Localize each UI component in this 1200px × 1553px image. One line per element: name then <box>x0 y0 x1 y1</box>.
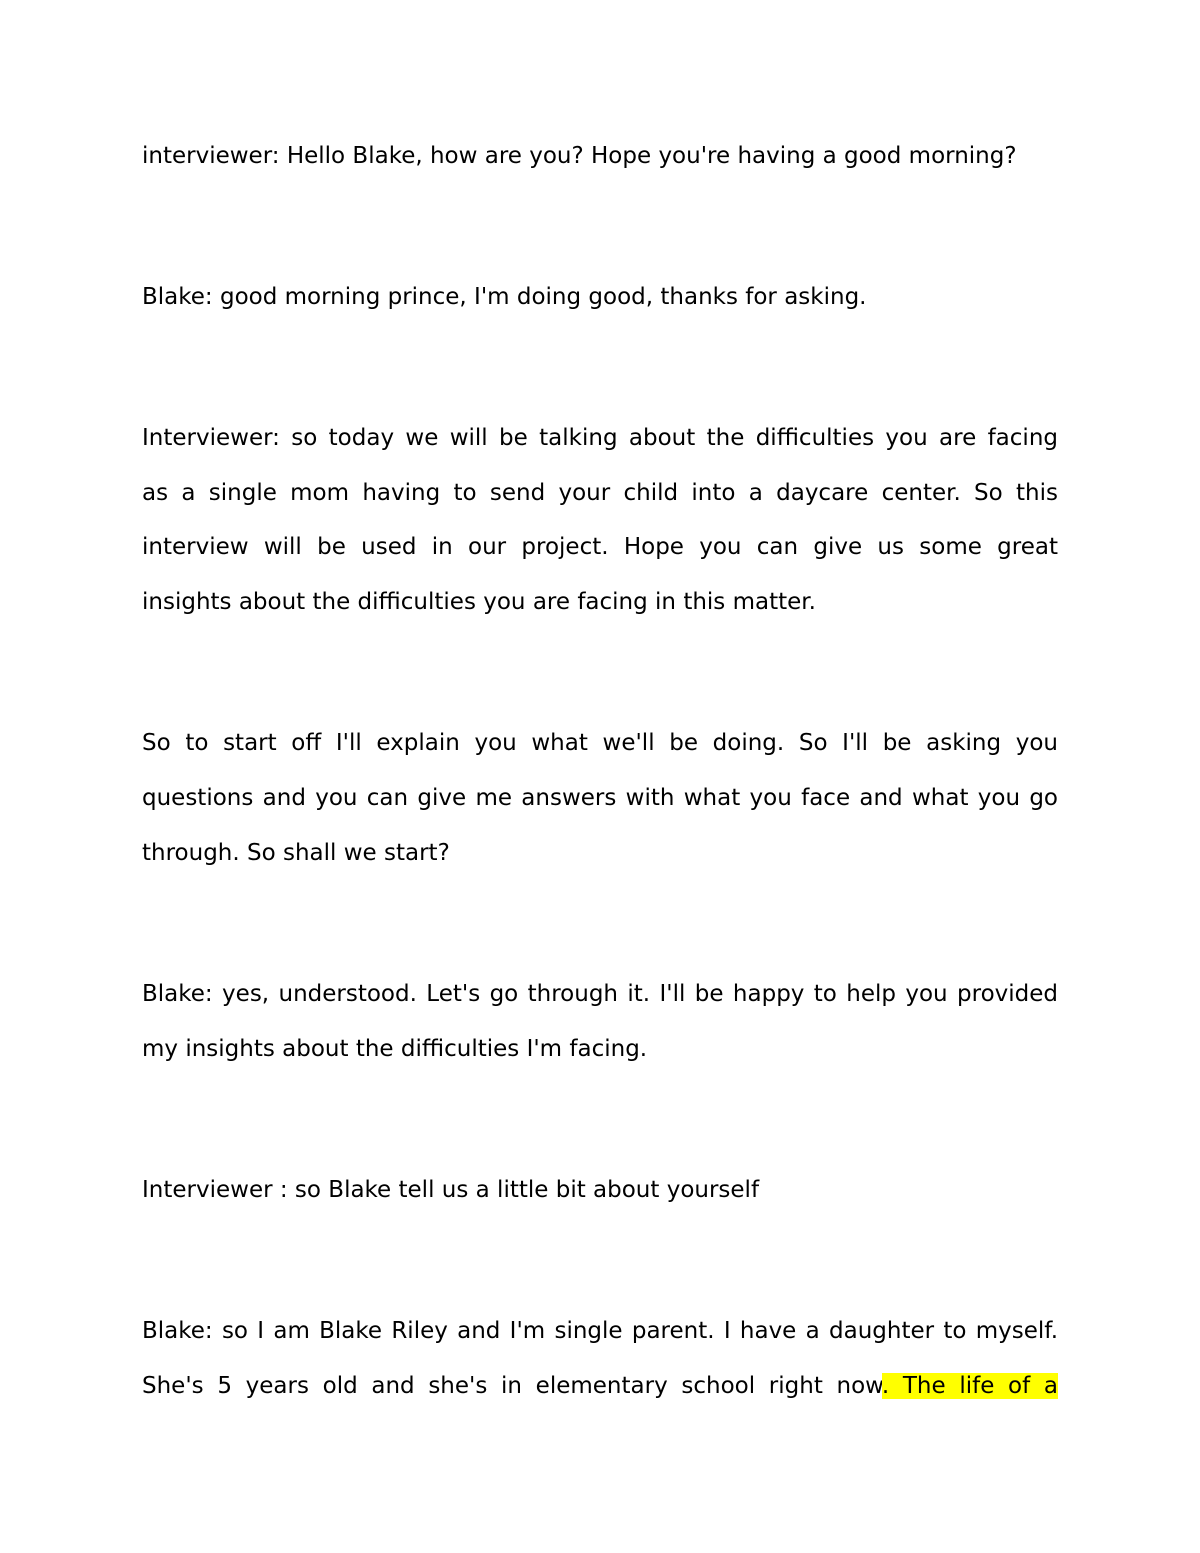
paragraph-7-line-2 <box>142 1371 1058 1401</box>
paragraph-1-line-1: interviewer: Hello Blake, how are you? Hope you're having a good morning? <box>142 143 1017 169</box>
paragraph-2-line-1: Blake: good morning prince, I'm doing good, thanks for asking. <box>142 284 867 310</box>
paragraph-4-line-3: through. So shall we start? <box>142 840 450 866</box>
highlighted-text: . The life of a <box>881 1373 1058 1399</box>
paragraph-4-line-2: questions and you can give me answers with what you face and what you go <box>142 785 1058 811</box>
paragraph-4-line-1: So to start off I'll explain you what we'll be doing. So I'll be asking you <box>142 730 1058 756</box>
paragraph-3-line-1: Interviewer: so today we will be talking about the difficulties you are facing <box>142 425 1058 451</box>
paragraph-7-line-2-text: She's 5 years old and she's in elementary school right now <box>142 1373 882 1399</box>
paragraph-3-line-4: insights about the difficulties you are facing in this matter. <box>142 589 816 615</box>
paragraph-7-line-1: Blake: so I am Blake Riley and I'm single parent. I have a daughter to myself. <box>142 1318 1058 1344</box>
paragraph-5-line-1: Blake: yes, understood. Let's go through it. I'll be happy to help you provided <box>142 981 1058 1007</box>
paragraph-5-line-2: my insights about the difficulties I'm facing. <box>142 1036 648 1062</box>
paragraph-3-line-3: interview will be used in our project. Hope you can give us some great <box>142 534 1058 560</box>
paragraph-3-line-2: as a single mom having to send your child into a daycare center. So this <box>142 480 1058 506</box>
paragraph-6-line-1: Interviewer : so Blake tell us a little bit about yourself <box>142 1177 760 1203</box>
